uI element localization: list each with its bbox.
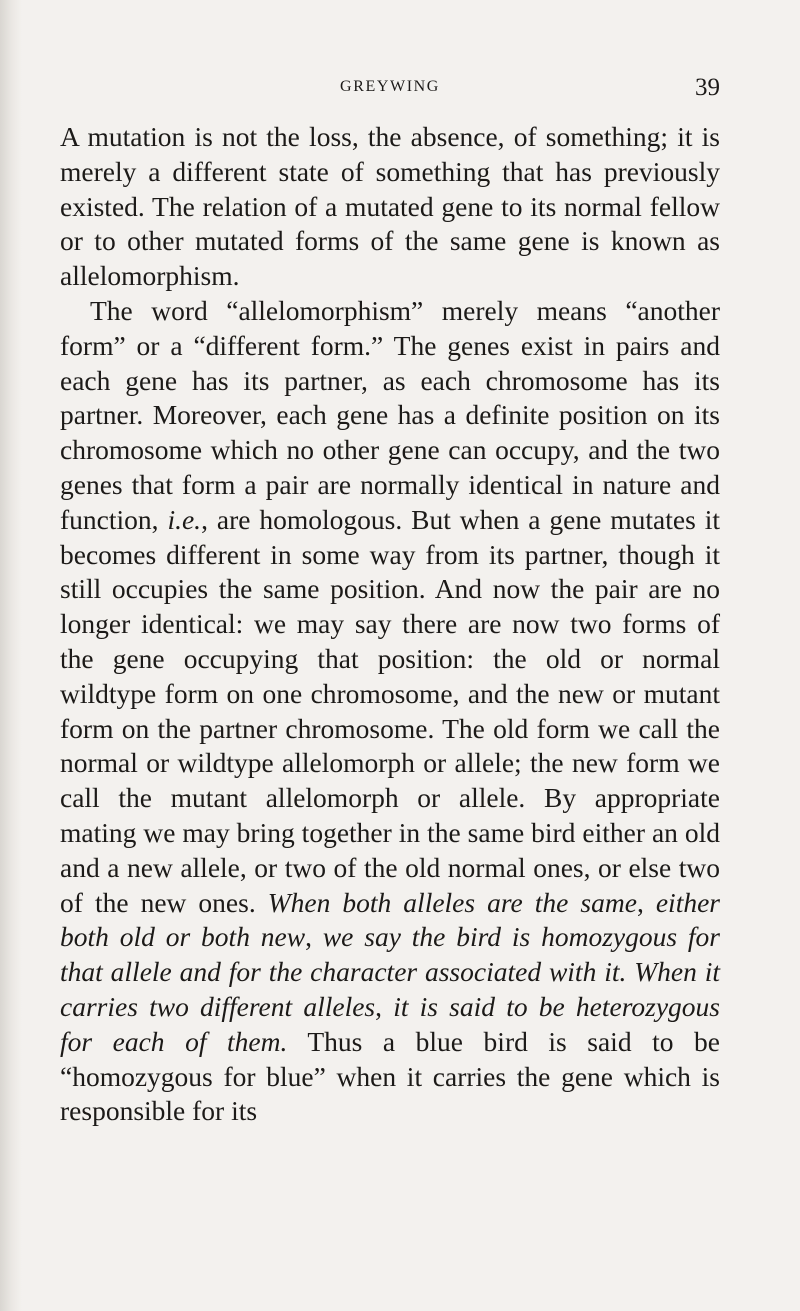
binding-gutter-shadow <box>0 0 22 1311</box>
paragraph-2-text-b: , are homologous. But when a gene mutates it becomes different in some way from its partner, though it still occupies the same position. And now the pair are no longer identical: we may say there are now two forms of the gene occupying that position: the old or normal wildtype form on one chromosome, and the new or mutant form on the partner chromosome. The old form we call the normal or wildtype allelomorph or allele; the new form we call the mutant allelomorph or allele. By appropriate mating we may bring together in the same bird either an old and a new allele, or two of the old normal ones, or else two of the new ones. <box>60 503 720 918</box>
paragraph-2-text-c: Thus a blue bird is said to be “homozygous for blue” when it carries the gene which is responsible for its <box>60 1025 720 1127</box>
paragraph-2-comma-3: , <box>375 990 394 1022</box>
paragraph-2-comma-1: , <box>636 886 656 918</box>
page-number: 39 <box>695 74 720 101</box>
italic-definition-1: When both alleles are the same <box>267 886 637 918</box>
paragraph-2 <box>60 294 720 1129</box>
italic-definition-4: it is said to be heterozygous for each of them. <box>60 990 720 1057</box>
running-head <box>60 74 720 104</box>
paragraph-2-text-a: The word “allelomorphism” merely means “another form” or a “different form.” The genes exist in pairs and each gene has its partner, as each chromosome has its partner. Moreover, each gene has a definite position on its chromosome which no other gene can occupy, and the two genes that form a pair are normally identical in nature and function, <box>60 294 720 535</box>
paragraph-2-comma-2: , <box>305 921 323 953</box>
italic-definition-3: we say the bird is homozygous for that allele and for the character associated with it. When it carries two different alleles <box>60 921 721 1022</box>
running-title: GREYWING <box>340 78 440 95</box>
book-page <box>60 0 720 1311</box>
abbreviation-ie: i.e. <box>167 503 202 535</box>
paragraph-1: A mutation is not the loss, the absence, of something; it is merely a different state of something that has previously existed. The relation of a mutated gene to its normal fellow or to other mutated forms of the same gene is known as allelomorphism. <box>60 121 720 292</box>
body-text <box>60 120 720 1129</box>
italic-definition-2: either both old or both new <box>60 886 720 953</box>
